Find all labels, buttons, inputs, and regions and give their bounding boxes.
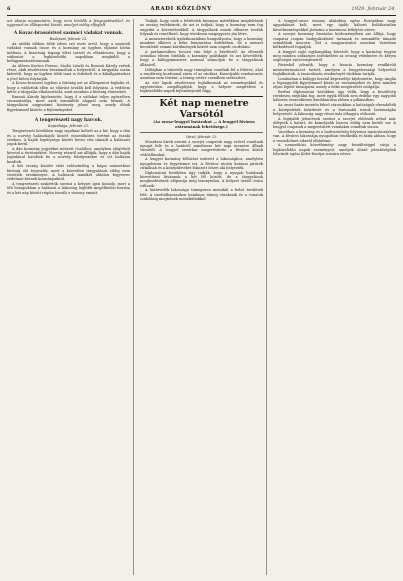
article-text: A miniszterelnök nyilatkozatában hangsúlyozta, hogy a kormány mindent elkövet a béke fenntartása érdekében, de a nemzet becsületét semmi körülmények között nem engedi csorbítani. bbox=[140, 36, 263, 50]
column-1 bbox=[7, 19, 134, 575]
article-text: Déltájban a tüntetők nagy tömegben vonultak fel a főtérre, ahol a rendőrség kordonnal zárta el az utcákat. Komolyabb rendzavarás azonban nem történt, a tömeg estére csendben szétoszlott. bbox=[140, 67, 263, 81]
article-text: A parlamentben hosszú vita folyt a kérdésről. Az ellenzék szónokai élesen bírálták a kormány politikáját és azt követelték, hogy a külügyminiszter azonnal számoljon be a tárgyalások állásáról. bbox=[140, 49, 263, 67]
masthead: ARADI KÖZLÖNY bbox=[150, 6, 212, 12]
columns bbox=[7, 19, 396, 575]
feature-headline-block bbox=[140, 96, 263, 133]
article-text: Az ülésen Kovács Ferenc, Szabó László és Brassói Károly vettek részt, akik részletesen beszámoltak a helyzetről. A tárgyalás során kiderült, hogy az ügyben több tanú is érdekelt és a kihallgatásokat a jövő héten folytatják. bbox=[7, 63, 130, 81]
article-text: Az utóbbi időben több ízben szó esett arról, hogy a sasmódi vádakat vonnak össze és a kormány az ügyben eljárást kíván indítani. A bizottság tegnap ülést tartott és elhatározta, hogy a vádiratot a legközelebbi napokban megküldi a belügyminisztériumnak. bbox=[7, 42, 130, 63]
feature-subheadline: (Az orosz-lengyel határokat — A lengyel főváros ostromának lehetősége.) bbox=[153, 119, 255, 129]
article-text: Moszkvai hírek szerint a szovjet csapatok nagy erővel vonulnak nyugat felé és a határtól mindössze két napi menetre állnak Varsótól. A lengyel vezérkar megerősítette a főváros körüli védőállásokat. bbox=[140, 139, 263, 157]
column-3 bbox=[273, 19, 396, 575]
article-text: Az esti lapok részletesen foglalkoznak az eseményekkel és egyöntetűen megállapítják, hogy a helyzet megítélése a legközelebbi napok fejleményeitől függ. bbox=[140, 80, 263, 94]
feature-headline: Két nap menetre Varsótól bbox=[159, 97, 249, 120]
article-text: Az orosz határ mentén fekvő városokban a hatóságok elrendelték a középületek kiürítését és a fontosabb iratok biztonságba helyezését. A lakosság nagy része már elhagyta otthonát. bbox=[273, 103, 396, 116]
article-text: A nemzetközi közvélemény nagy feszültséggel várja a legközelebbi napok eseményeit, amelyek döntő jelentőségűek lehetnek egész Kelet-Európa sorsára nézve. bbox=[273, 143, 396, 156]
article-text: A tengerészeti szakértők szerint a helyzet igen komoly, mert a téli hónapokban a halászat a lakosság legfőbb megélhetési forrása és a két nép között régóta feszült a viszony emiatt. bbox=[7, 182, 130, 195]
article-headline: A Kovac-brassóvivel sasmóci vádakat vonnak. bbox=[13, 30, 124, 36]
article-text: A Kovac-brassóvi ügyben a bíróság azt az álláspontot foglalta el, hogy a vádlottak ellen az eljárást tovább kell folytatni. A védelem kérte a tárgyalás elhalasztását, amit azonban a bíróság elutasított. bbox=[7, 81, 130, 94]
article-text: Tengerészeti körökben nagy izgalmat keltett az a hír, hogy a dán és a norvég halászhajók között összeütközés történt az északi vizeken. A hajók legénysége között heves vita támadt a halászati jogok körül. bbox=[7, 129, 130, 147]
article-text: A dán kormány jegyzéket intézett Oszlóhoz, amelyben elégtételt követel a történtekért. Norvég részről azt állítják, hogy a dán hajók jogtalanul hatoltak be a norvég felségvizekre és ott halászni kezdtek. bbox=[7, 146, 130, 164]
article-text: A szovjet kormány hivatalos közleményében azt állítja, hogy csapatai csupán hadgyakorlatot tartanak és semmiféle támadó szándékuk nincsen. Ezt a magyarázatot azonban Varsóban kétkedéssel fogadják. bbox=[273, 32, 396, 50]
article-text: Varsóban a kormány és a hadvezetőség folytonos tanácskozásban van. A főváros lakossága nyugodtan viselkedik és bízik abban, hogy a veszedelmet sikerül elhárítani. bbox=[273, 130, 396, 143]
page-number: 6 bbox=[7, 6, 11, 12]
article-text: A lengyel sajtó egyhangúlag követeli, hogy a kormány tegyen meg minden szükséges intézkedést az ország védelmére és kérjen segítséget szövetségeseitől. bbox=[273, 49, 396, 63]
article-text: Diplomáciai körökben úgy tudják, hogy a nyugati hatalmak közvetíteni kívánnak a két fél között, de a tárgyalások megkezdésének időpontja még bizonytalan. A helyzet óráról órára változik. bbox=[140, 170, 263, 188]
article-text: Tudjuk, hogy ezek a feltételek bizonyos mértékben megfelelnek az ország érdekeinek, de azt is tudjuk, hogy a kormány nem fog engedni a követelésekből. A tárgyalások ennek ellenére tovább folynak és remélhető, hogy rövidesen megegyezés jön létre. bbox=[140, 19, 263, 36]
page-header bbox=[7, 6, 396, 16]
article-text: Berlini diplomáciai körökben úgy vélik, hogy a feszültség rövidesen enyhülni fog, mert egyik félnek sem érdeke egy nagyobb háborús összeütközés kirobbantása ebben a pillanatban. bbox=[273, 89, 396, 103]
article-text: A lengyel kormány felhívást intézett a lakossághoz, amelyben nyugalomra és fegyelemre int. A főváros utcáin katonai járőrök cirkálnak és a középületeket fokozott őrizet alá helyezték. bbox=[140, 157, 263, 170]
article-text: A legújabb jelentések szerint a szovjet előőrsök néhol már átlépték a határt, de komolyabb harcra eddig nem került sor. A lengyel csapatok a megerősített vonalakra vonultak vissza. bbox=[273, 116, 396, 130]
article-text: A határvidék lakossága tömegesen menekül a belső területek felé. A vasútállomásokon hatalmas tömeg várakozik és a vonatok zsúfolásig megtelnek menekültekkel. bbox=[140, 188, 263, 201]
dateline: Kopenhága, február 23. bbox=[48, 124, 89, 129]
dateline: Budapest, február 23. bbox=[49, 37, 88, 41]
article-text: Párizsból jelentik, hogy a francia kormány rendkívüli minisztertanácsot tartott, amelyen a lengyelországi helyzettel foglalkoztak. A tanácskozás eredményét titokban tartják. bbox=[273, 63, 396, 76]
dateline: Varsó, február 23. bbox=[185, 134, 218, 139]
article-text: Brassói Károly kijelentette, hogy ő a vádakat teljes egészében visszautasítja, mert azok semmiféle alappal nem bírnak. A tárgyaláson nagyszámú közönség jelent meg, amely élénk figyelemmel kísérte a fejleményeket. bbox=[7, 94, 130, 112]
article-text: A lengyel-orosz viszony alakulása egész Európában nagy aggodalmat kelt, mert egy újabb háború beláthatatlan következményekkel járhatna a kontinens békéjére nézve. bbox=[273, 19, 396, 32]
article-headline: A tengerészeti nagy harcok. bbox=[34, 117, 103, 123]
column-2 bbox=[140, 19, 267, 575]
article-text: A két ország közötti vitát valószínűleg a hágai nemzetközi bíróság elé terjesztik, mert a közvetlen tárgyalások eddig nem vezettek eredményre. A halászok mindkét oldalon fegyveres védelmet kérnek kormányaiktól. bbox=[7, 164, 130, 182]
article-text: Londonban a külügyi hivatal képviselője kijelentette, hogy Anglia a legnagyobb figyelemmel kíséri az eseményeket és kész minden olyan lépést támogatni, amely a béke megőrzését szolgálja. bbox=[273, 76, 396, 90]
article-text: azt akarja megmutatni, hogy nem törődik a fenyegetésekkel, és ugyanazt az álláspontot követi, amelyet eddig elfoglalt. bbox=[7, 19, 130, 28]
issue-date: 1929. február 24. bbox=[351, 6, 396, 12]
divider bbox=[44, 114, 93, 115]
